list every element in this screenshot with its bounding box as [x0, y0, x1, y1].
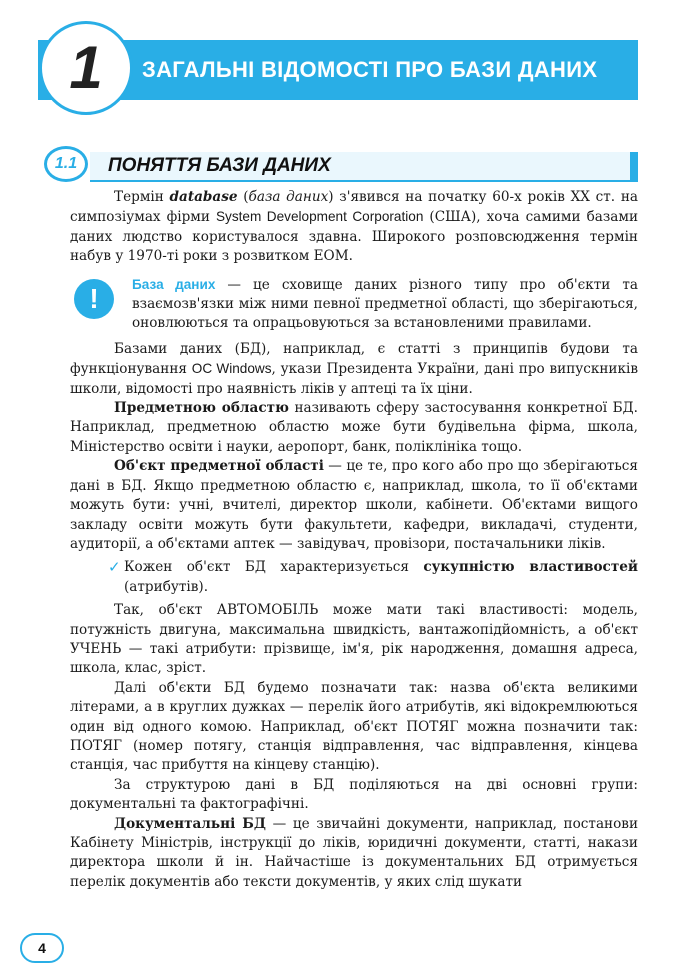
text-run: — це те, про кого або про що зберігаються дані в БД. Якщо предметною областю є, наприклад, школа, то її об'єктами можуть бути: учні, вчителі, директор школи, кабінети. Об'єктами вищого закладу освіти можуть бути факультети, кафедри, викладачі, студенти, аудиторії, а об'єктами аптек — завідувач, провізори, постачальники ліків. — [70, 458, 638, 552]
paragraph-examples — [70, 340, 638, 399]
company-name: System Development Corporation — [215, 209, 424, 225]
chapter-number-badge — [39, 21, 133, 115]
text-run: Базами даних (БД), наприклад, є статті з принципів будови та функціонування — [70, 340, 638, 378]
text-run: , укази Президента України, дані про випускників школи, відомості про наявність ліків у аптеці та їх ціни. — [70, 361, 638, 397]
exclamation-icon: ! — [74, 279, 114, 319]
checkmark-note — [70, 558, 638, 597]
paragraph-structure: За структурою дані в БД поділяються на дві основні групи: документальні та фактографічні. — [70, 776, 638, 813]
text-run: (атрибутів). — [124, 578, 209, 595]
page-number: 4 — [20, 933, 64, 963]
chapter-title: ЗАГАЛЬНІ ВІДОМОСТІ ПРО БАЗИ ДАНИХ — [142, 57, 598, 82]
text-run: — це звичайні документи, наприклад, постанови Кабінету Міністрів, інструкції до ліків, юридичні документи, статті, накази директора школи й ін. Найчастіше із документальних БД отримується перелік документів або тексти документів, у яких слід шукати — [70, 815, 639, 890]
section-number: 1.1 — [54, 155, 78, 172]
chapter-number: 1 — [69, 34, 103, 101]
paragraph-notation: Далі об'єкти БД будемо позначати так: назва об'єкта великими літерами, а в круглих дужках — перелік його атрибутів, які відокремлюються один від одного комою. Наприклад, об'єкт ПОТЯГ можна позначити так: ПОТЯГ (номер потягу, станція відправлення, час відправлення, кінцева станція, час прибуття на кінцеву станцію). — [70, 679, 638, 774]
section-number-badge — [44, 146, 88, 182]
definition-box — [70, 275, 638, 334]
paragraph-object — [70, 457, 638, 554]
text-run: ) з'явився на початку 60-х років XX ст. на симпозіумах фірми — [70, 189, 638, 226]
definition-text — [132, 275, 638, 334]
section-title: ПОНЯТТЯ БАЗИ ДАНИХ — [108, 155, 331, 176]
term-properties: сукупністю властивостей — [423, 559, 638, 576]
body-text — [70, 188, 638, 892]
term-database: database — [169, 189, 238, 205]
paragraph-subject-area — [70, 399, 638, 457]
term-translation: база даних — [248, 189, 329, 205]
checkmark-text — [124, 558, 638, 597]
definition-body: — це сховище даних різного типу про об'єкти та взаємозв'язки між ними певної предметної області, що зберігаються, оновлюються та опрацьовуються за встановленими правилами. — [132, 276, 638, 332]
checkmark-icon: ✓ — [108, 558, 121, 577]
section-underline — [90, 180, 638, 182]
text-run: (США), хоча самими базами даних людство користувалося здавна. Широкого розповсюдження термін набув у 1970-ті роки з розвитком ЕОМ. — [70, 209, 639, 265]
text-run: ( — [237, 189, 249, 205]
section-header-accent — [630, 152, 638, 180]
text-run: називають сферу застосування конкретної БД. Наприклад, предметною областю може бути будівельна фірма, школа, Міністерство освіти і науки, аеропорт, банк, поліклініка тощо. — [70, 400, 638, 455]
term-documental: Документальні БД — [114, 815, 267, 832]
paragraph-intro — [70, 188, 638, 267]
text-run: Кожен об'єкт БД характеризується — [124, 559, 424, 576]
term-subject-area: Предметною областю — [114, 400, 289, 417]
definition-term: База даних — [132, 276, 216, 292]
os-name: ОС Windows — [191, 361, 272, 377]
paragraph-car-example: Так, об'єкт АВТОМОБІЛЬ може мати такі властивості: модель, потужність двигуна, максимальна швидкість, вантажопідйомність, а об'єкт УЧЕНЬ — такі атрибути: прізвище, ім'я, рік народження, домашня адреса, школа, клас, зріст. — [70, 602, 638, 677]
paragraph-documental — [70, 815, 638, 893]
term-object: Об'єкт предметної області — [114, 458, 324, 475]
text-run: Термін — [114, 189, 170, 205]
